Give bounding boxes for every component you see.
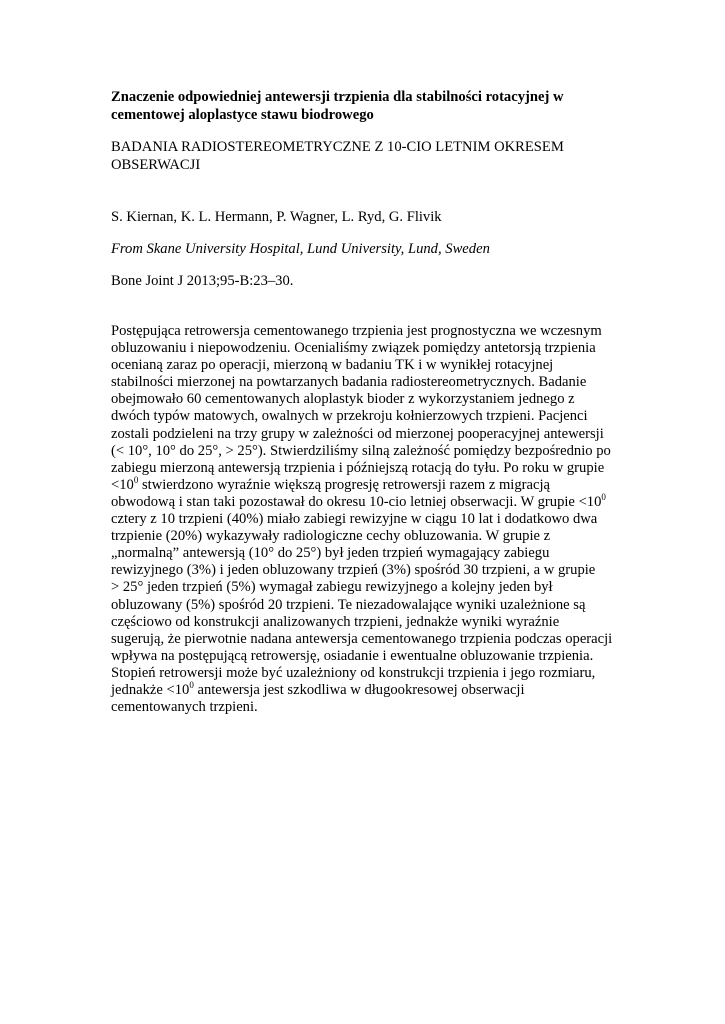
abstract: [111, 323, 617, 716]
abstract-line: > 25° jeden trzpień (5%) wymagał zabiegu rewizyjnego a kolejny jeden był: [111, 579, 553, 596]
article-subtitle-line-1: BADANIA RADIOSTEREOMETRYCZNE Z 10-CIO LETNIM OKRESEM: [111, 139, 564, 155]
abstract-line: „normalną” antewersją (10° do 25°) był jeden trzpień wymagający zabiegu: [111, 545, 550, 562]
abstract-line: trzpienie (20%) wykazywały radiologiczne cechy obluzowania. W grupie z: [111, 528, 551, 545]
abstract-line: wpływa na postępującą retrowersję, osiadanie i ewentualne obluzowanie trzpienia.: [111, 647, 594, 664]
abstract-line: [111, 474, 617, 494]
abstract-text: antewersja jest szkodliwa w długookresowej obserwacji: [193, 681, 525, 698]
abstract-text: jednakże <10: [111, 681, 190, 698]
affiliation: From Skane University Hospital, Lund University, Lund, Sweden: [111, 241, 490, 257]
abstract-line: [111, 679, 617, 699]
article-subtitle-line-2: OBSERWACJI: [111, 157, 201, 173]
abstract-line: cztery z 10 trzpieni (40%) miało zabiegi rewizyjne w ciągu 10 lat i dodatkowo dwa: [111, 511, 598, 528]
abstract-line: zabiegu mierzoną antewersją trzpienia i późniejszą rotacją do tyłu. Po roku w grupie: [111, 459, 605, 476]
article-title: [111, 88, 625, 124]
authors: S. Kiernan, K. L. Hermann, P. Wagner, L. Ryd, G. Flivik: [111, 209, 442, 225]
abstract-line: częściowo od konstrukcji analizowanych trzpieni, jednakże wyniki wyraźnie: [111, 613, 560, 630]
abstract-line: cementowanych trzpieni.: [111, 699, 258, 716]
abstract-line: rewizyjnego (3%) i jeden obluzowany trzpień (3%) spośród 30 trzpieni, a w grupie: [111, 562, 596, 579]
abstract-line: obluzowany (5%) spośród 20 trzpieni. Te niezadowalające wyniki uzależnione są: [111, 596, 586, 613]
abstract-text: obwodową i stan taki pozostawał do okresu 10-cio letniej obserwacji. W grupie <10: [111, 493, 602, 510]
abstract-line: obluzowaniu i niepowodzeniu. Ocenialiśmy związek pomiędzy antetorsją trzpienia: [111, 340, 596, 357]
abstract-line: ocenianą zaraz po operacji, mierzoną w badaniu TK i w wynikłej rotacyjnej: [111, 357, 554, 374]
citation: Bone Joint J 2013;95-B:23–30.: [111, 273, 294, 289]
abstract-line: zostali podzieleni na trzy grupy w zależności od mierzonej pooperacyjnej antewersji: [111, 425, 604, 442]
abstract-line: sugerują, że pierwotnie nadana antewersja cementowanego trzpienia podczas operacji: [111, 630, 613, 647]
article-title-line-2: cementowej aloplastyce stawu biodrowego: [111, 107, 374, 123]
abstract-line: dwóch typów matowych, owalnych w przekroju kołnierzowych trzpieni. Pacjenci: [111, 408, 588, 425]
abstract-line: stabilności mierzonej na powtarzanych badania radiostereometrycznych. Badanie: [111, 374, 587, 391]
abstract-line: Stopień retrowersji może być uzależniony od konstrukcji trzpienia i jego rozmiaru,: [111, 664, 596, 681]
abstract-line: obejmowało 60 cementowanych aloplastyk bioder z wykorzystaniem jednego z: [111, 391, 575, 408]
abstract-text: <10: [111, 476, 134, 493]
article-title-line-1: Znaczenie odpowiedniej antewersji trzpienia dla stabilności rotacyjnej w: [111, 89, 564, 105]
superscript-zero: 0: [601, 491, 606, 502]
superscript-zero: 0: [189, 679, 194, 690]
abstract-line: [111, 491, 617, 511]
abstract-line: (< 10°, 10° do 25°, > 25°). Stwierdziliśmy silną zależność pomiędzy bezpośrednio po: [111, 442, 611, 459]
abstract-line: Postępująca retrowersja cementowanego trzpienia jest prognostyczna we wczesnym: [111, 323, 602, 339]
article-subtitle: [111, 138, 625, 174]
abstract-text: stwierdzono wyraźnie większą progresję retrowersji razem z migracją: [138, 476, 551, 493]
superscript-zero: 0: [133, 474, 139, 485]
